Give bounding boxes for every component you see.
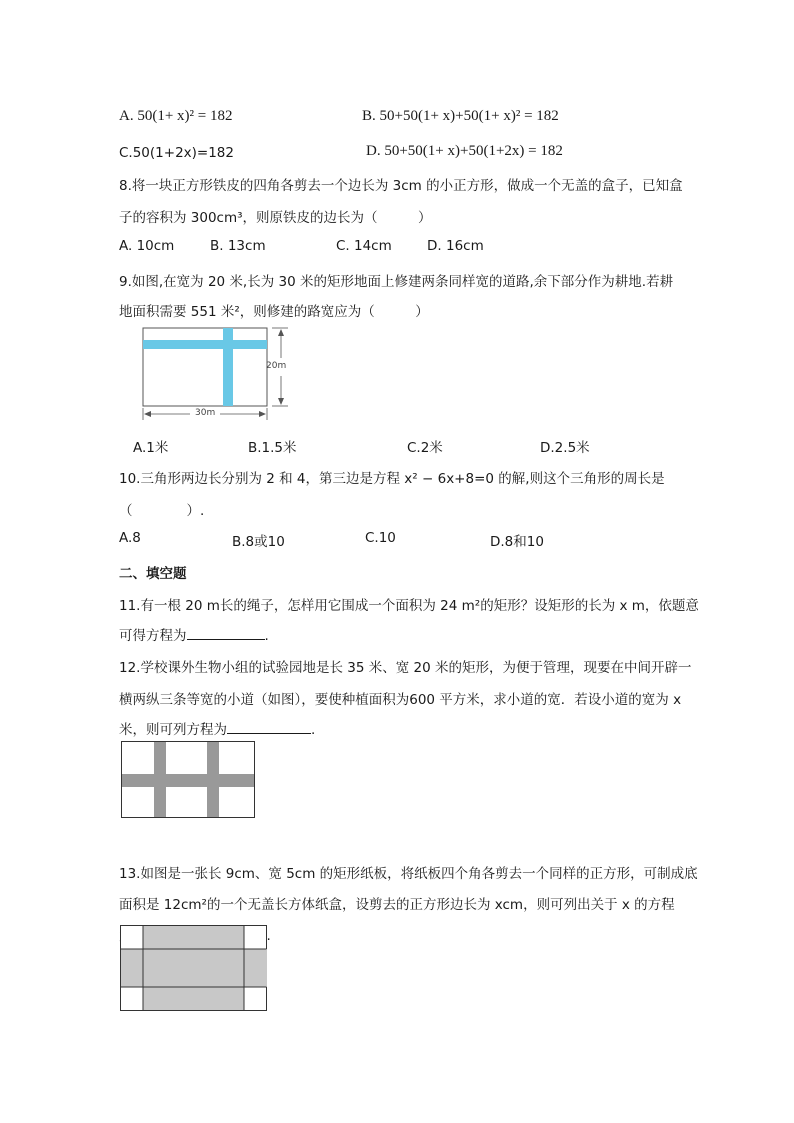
q10-option-a: A.8: [119, 530, 141, 546]
q13-cardboard-figure: [120, 925, 270, 1015]
q10-text-line2: （ ）.: [119, 503, 205, 519]
q12-answer-blank[interactable]: [227, 719, 311, 734]
q12-text-line3-end: .: [311, 722, 316, 738]
q11-text-line2: [119, 624, 269, 644]
q8-option-d: D. 16cm: [427, 238, 484, 254]
q11-answer-blank[interactable]: [187, 625, 265, 640]
q7-option-b: B. 50+50(1+ x)+50(1+ x)² = 182: [362, 108, 559, 124]
q10-option-b: B.8或10: [232, 534, 285, 550]
q9-text-line2: 地面积需要 551 米²，则修建的路宽应为（ ）: [119, 304, 429, 320]
q8-text-line2: 子的容积为 300cm³，则原铁皮的边长为（ ）: [119, 210, 432, 226]
q9-height-label: 20m: [266, 361, 287, 371]
q12-garden-figure: [121, 741, 261, 821]
q10-option-c: C.10: [365, 530, 396, 546]
q12-text-line2: 横两纵三条等宽的小道（如图），要使种植面积为600 平方米，求小道的宽．若设小道的宽为 x: [119, 692, 682, 708]
q10-text-line1: 10.三角形两边长分别为 2 和 4，第三边是方程 x² − 6x+8=0 的解,则这个三角形的周长是: [119, 471, 665, 487]
q12-text-line1: 12.学校课外生物小组的试验园地是长 35 米、宽 20 米的矩形，为便于管理，现要在中间开辟一: [119, 660, 692, 676]
q9-road-figure: [140, 324, 310, 424]
q12-text-line3: [119, 718, 315, 738]
q13-text-line3-end: .: [266, 928, 271, 944]
q10-option-d: D.8和10: [490, 534, 544, 550]
q8-text-line1: 8.将一块正方形铁皮的四角各剪去一个边长为 3cm 的小正方形，做成一个无盖的盒子，已知盒: [119, 178, 683, 194]
q9-option-b: B.1.5米: [248, 440, 297, 456]
q9-text-line1: 9.如图,在宽为 20 米,长为 30 米的矩形地面上修建两条同样宽的道路,余下部分作为耕地.若耕: [119, 274, 674, 290]
q9-width-label: 30m: [195, 408, 216, 418]
q13-text-line1: 13.如图是一张长 9cm、宽 5cm 的矩形纸板，将纸板四个角各剪去一个同样的正方形，可制成底: [119, 866, 698, 882]
q12-text-line3-lead: 米，则可列方程为: [119, 722, 227, 738]
section-title-fill-in: 二、填空题: [119, 566, 187, 582]
q13-text-line2: 面积是 12cm²的一个无盖长方体纸盒，设剪去的正方形边长为 xcm，则可列出关于 x 的方程: [119, 897, 675, 913]
q9-option-c: C.2米: [407, 440, 443, 456]
q7-option-d: D. 50+50(1+ x)+50(1+2x) = 182: [366, 143, 563, 159]
q7-option-a: A. 50(1+ x)² = 182: [119, 108, 233, 124]
q11-text-line1: 11.有一根 20 m长的绳子，怎样用它围成一个面积为 24 m²的矩形？设矩形的长为 x m，依题意: [119, 598, 699, 614]
q8-option-a: A. 10cm: [119, 238, 175, 254]
q7-option-c: C.50(1+2x)=182: [119, 145, 234, 161]
q8-option-b: B. 13cm: [210, 238, 266, 254]
q9-option-d: D.2.5米: [540, 440, 590, 456]
q8-option-c: C. 14cm: [336, 238, 392, 254]
q11-text-line2-end: .: [264, 628, 269, 644]
q11-text-line2-lead: 可得方程为: [119, 628, 187, 644]
q9-option-a: A.1米: [133, 440, 169, 456]
